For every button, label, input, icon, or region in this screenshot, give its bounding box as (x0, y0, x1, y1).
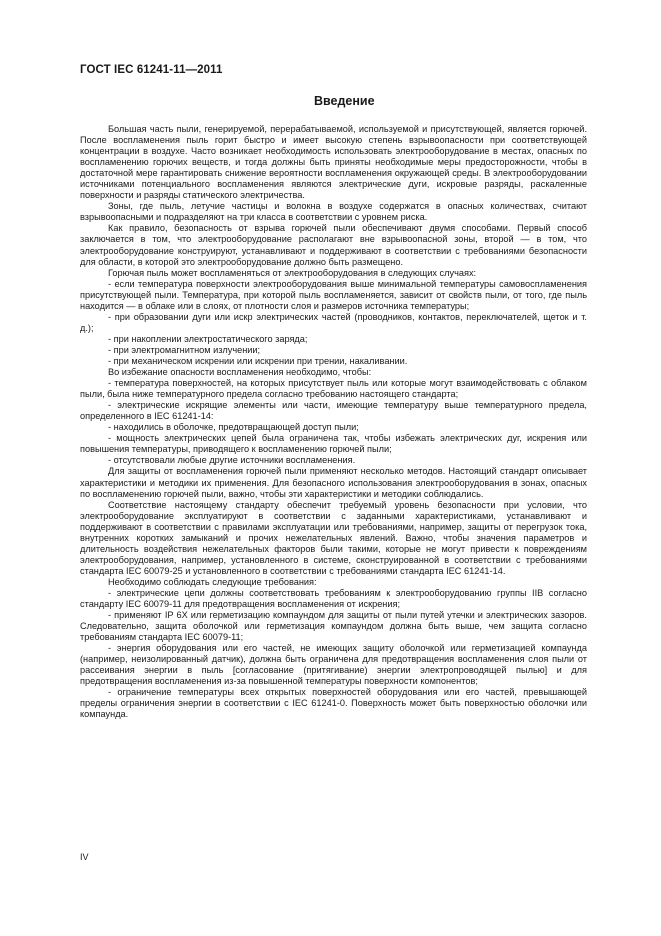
paragraph: Зоны, где пыль, летучие частицы и волокна в воздухе содержатся в опасных количествах, считают взрывоопасными и подразделяют на три класса в соответствии с уровнем риска. (80, 201, 587, 223)
list-item: - при электромагнитном излучении; (108, 344, 261, 355)
paragraph: Соответствие настоящему стандарту обеспечит требуемый уровень безопасности при условии, что электрооборудование эксплуатируют в соответствии с заданными характеристиками, устанавливают и поддерживают в соответствии с правилами эксплуатации или требованиями, например, защиты от перегрузок тока, внутренних коротких замыканий и прочих нежелательных явлений. Важно, чтобы значения параметров и длительность воздействия нежелательных факторов были такими, которые не могут привести к повреждениям электрооборудования, например, установленного в системе, сконструированной в соответствии с требованиями стандарта IEC 60079-25 и установленного в соответствии с требованиями стандарта IEC 61241-14. (80, 499, 587, 576)
paragraph: Для защиты от воспламенения горючей пыли применяют несколько методов. Настоящий стандарт описывает характеристики и методики их применения. Для безопасного использования электрооборудования в зонах, опасных по воспламенению горючей пыли, важно, чтобы эти характеристики и методики соблюдались. (80, 466, 587, 499)
list-item: - ограничение температуры всех открытых поверхностей оборудования или его частей, превышающей пределы ограничения энергии в соответствии с IEC 61241-0. Поверхность может быть поверхностью оболочки или компаунда. (80, 687, 587, 720)
document-body (80, 124, 587, 721)
list-item: - применяют IP 6X или герметизацию компаундом для защиты от пыли путей утечки и электрических зазоров. Следовательно, защита оболочкой или герметизация компаундом должна быть выше, чем защита согласно требованиям стандарта IEC 60079-11; (80, 610, 587, 643)
list-item: - температура поверхностей, на которых присутствует пыль или которые могут взаимодействовать с облаком пыли, была ниже температурного предела согласно требованию настоящего стандарта; (80, 378, 587, 400)
list-item: - отсутствовали любые другие источники воспламенения. (108, 455, 356, 466)
paragraph: Как правило, безопасность от взрыва горючей пыли обеспечивают двумя способами. Первый способ заключается в том, что электрооборудование располагают вне взрывоопасной зоны, второй — в том, что электрооборудование конструируют, устанавливают и поддерживают в соответствии с требованиями безопасности для области, в которой это электрооборудование должно быть размещено. (80, 223, 587, 267)
document-header: ГОСТ IEC 61241-11—2011 (80, 64, 223, 76)
page-number: IV (80, 852, 89, 862)
list-item: - мощность электрических цепей была ограничена так, чтобы избежать электрических дуг, искрения или повышения температуры, приводящего к воспламенению горючей пыли; (80, 433, 587, 455)
paragraph: Большая часть пыли, генерируемой, перерабатываемой, используемой и присутствующей, является горючей. После воспламенения пыль горит быстро и имеет высокую степень взрывоопасности при соответствующей концентрации в воздухе. Часто возникает необходимость использовать электрооборудование в местах, опасных по воспламенению горючих веществ, и тогда должны быть приняты необходимые меры предосторожности, чтобы в достаточной мере гарантировать снижение вероятности воспламенения окружающей среды. В электрооборудовании источниками потенциального воспламенения являются электрические дуги, искровые разряды, раскаленные поверхности и разряды статического электричества. (80, 124, 587, 201)
list-item: - при образовании дуги или искр электрических частей (проводников, контактов, переключателей, щеток и т. д.); (80, 311, 587, 333)
list-item: - при накоплении электростатического заряда; (108, 333, 308, 344)
paragraph: Горючая пыль может воспламеняться от электрооборудования в следующих случаях: (108, 267, 477, 278)
list-item: - если температура поверхности электрооборудования выше минимальной температуры самовоспламенения присутствующей пыли. Температура, при которой пыль воспламеняется, зависит от свойств пыли, от того, где пыль находится — в облаке или в слоях, от плотности слоя и размеров источника температуры; (80, 278, 587, 311)
list-item: - при механическом искрении или искрении при трении, накаливании. (108, 355, 408, 366)
list-item: - электрические цепи должны соответствовать требованиям к электрооборудованию группы IIB согласно стандарту IEC 60079-11 для предотвращения воспламенения от искрения; (80, 587, 587, 610)
list-item: - энергия оборудования или его частей, не имеющих защиту оболочкой или герметизацией компаунда (например, неизолированный датчик), должна быть ограничена для предотвращения воспламенения слоя пыли от рассеивания энергии в пыль [согласование (притягивание) энергии электропроводящей пылью] и для предотвращения воспламенения из-за повышенной температуры поверхности компонентов; (80, 643, 587, 687)
list-item: - находились в оболочке, предотвращающей доступ пыли; (108, 422, 359, 433)
paragraph: Во избежание опасности воспламенения необходимо, чтобы: (108, 367, 372, 378)
list-item: - электрические искрящие элементы или части, имеющие температуру выше температурного предела, определенного в IEC 61241-14: (80, 400, 587, 422)
section-title-text: Введение (314, 94, 375, 108)
paragraph: Необходимо соблюдать следующие требования: (108, 576, 317, 587)
